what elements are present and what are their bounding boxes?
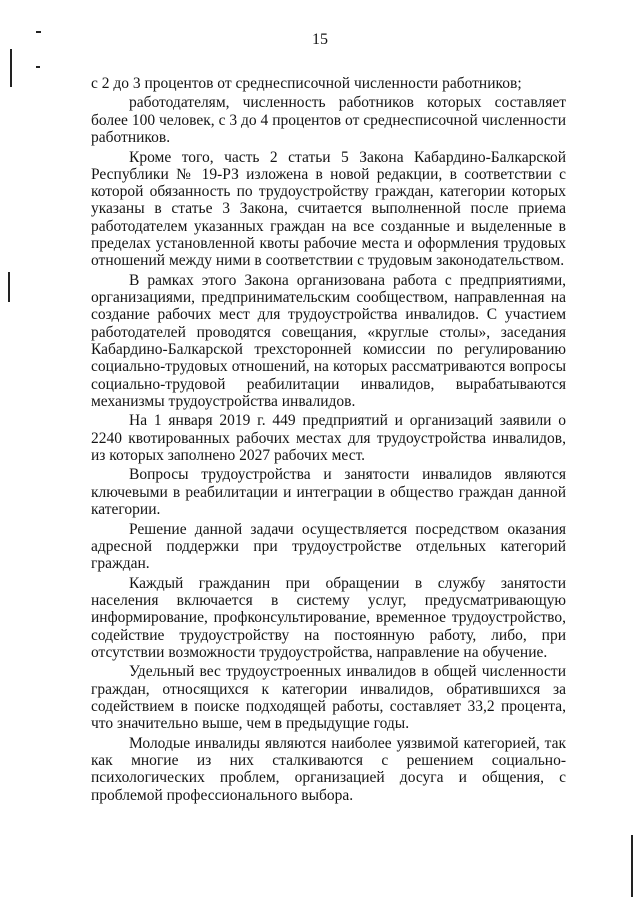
scan-artifact-line-1 [10, 49, 12, 87]
paragraph-1: с 2 до 3 процентов от среднесписочной численности работников; [91, 75, 522, 92]
body-text [91, 75, 566, 806]
paragraph-3: Кроме того, часть 2 статьи 5 Закона Кабардино-Балкарской Республики № 19-РЗ изложена в новой редакции, в соответствии с которой обязанность по трудоустройству граждан, категории которых указаны в статье 3 Закона, считается выполненной после приема работодателем указанных граждан на все созданные и выделенные в пределах установленной квоты рабочие места и оформления трудовых отношений между ними в соответствии с трудовым законодательством. [91, 148, 566, 270]
scan-artifact-dash-1 [36, 31, 41, 33]
paragraph-4: В рамках этого Закона организована работа с предприятиями, организациями, предпринимательским сообществом, направленная на создание рабочих мест для трудоустройства инвалидов. С участием работодателей проводятся совещания, «круглые столы», заседания Кабардино-Балкарской трехсторонней комиссии по регулированию социально-трудовых отношений, на которых рассматриваются вопросы социально-трудовой реабилитации инвалидов, вырабатываются механизмы трудоустройства инвалидов. [91, 271, 566, 410]
paragraph-6: Вопросы трудоустройства и занятости инвалидов являются ключевыми в реабилитации и интеграции в общество граждан данной категории. [91, 466, 566, 519]
paragraph-7: Решение данной задачи осуществляется посредством оказания адресной поддержки при трудоустройстве отдельных категорий граждан. [91, 520, 566, 573]
scan-artifact-line-2 [8, 272, 10, 302]
paragraph-10: Молодые инвалиды являются наиболее уязвимой категорией, так как многие из них сталкиваются с решением социально-психологических проблем, организацией досуга и общения, с проблемой профессионального выбора. [91, 734, 566, 804]
paragraph-8: Каждый гражданин при обращении в службу занятости населения включается в систему услуг, предусматривающую информирование, профконсультирование, временное трудоустройство, содействие трудоустройству на постоянную работу, либо, при отсутствии возможности трудоустройства, направление на обучение. [91, 574, 566, 661]
scan-artifact-dash-2 [36, 66, 40, 68]
scan-artifact-line-3 [631, 835, 633, 897]
paragraph-9: Удельный вес трудоустроенных инвалидов в общей численности граждан, относящихся к категории инвалидов, обратившихся за содействием в поиске подходящей работы, составляет 33,2 процента, что значительно выше, чем в предыдущие годы. [91, 663, 566, 733]
paragraph-5: На 1 января 2019 г. 449 предприятий и организаций заявили о 2240 квотированных рабочих местах для трудоустройства инвалидов, из которых заполнено 2027 рабочих мест. [91, 412, 566, 464]
paragraph-2: работодателям, численность работников которых составляет более 100 человек, с 3 до 4 процентов от среднесписочной численности работников. [91, 94, 566, 147]
page-number: 15 [312, 31, 328, 48]
